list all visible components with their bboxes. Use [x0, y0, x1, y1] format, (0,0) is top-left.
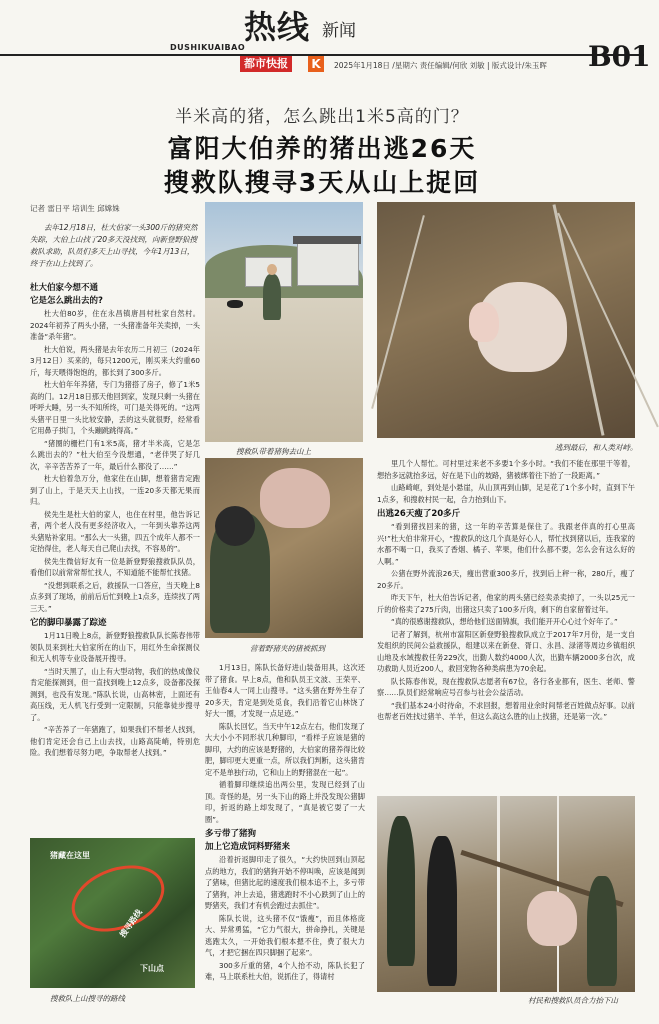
paragraph: 侯先生微信好友有一位是新登野狼搜救队队员，看他们以前常常帮忙找人，不知道能不能帮忙找猪。 — [30, 556, 200, 577]
caption-map: 搜救队上山搜寻的路线 — [50, 994, 125, 1003]
photo-search-team — [205, 202, 363, 442]
paragraph: 杜大伯80岁，住在永昌镇唐昌村杜家自然村。2024年初养了两头小猪，一头猪准备年关卖掉，一头准备“杀年猪”。 — [30, 309, 200, 341]
map-label-route: 搜寻路线 — [118, 907, 144, 940]
map-label-top: 猪藏在这里 — [50, 851, 90, 860]
paragraph: 杜大伯说，两头猪是去年农历二月初三（2024年3月12日）买来的，每只1200元，刚买来大约重60斤，每天喂得饱饱的，都长到了300多斤。 — [30, 344, 200, 377]
column-1 — [30, 282, 200, 760]
page-meta: 2025年1月18日 /星期六 责任编辑/何欣 刘敏 | 版式设计/朱玉晖 — [334, 61, 547, 70]
section1-heading-a: 杜大伯家今想不通 — [30, 283, 99, 293]
paragraph: 循着脚印继续追出两公里，发现已经到了山顶。奇怪的是，另一头下山的路上并没发现公猪脚印，折返的路上却发现了，“真是被它耍了一大圈”。 — [205, 780, 365, 824]
paragraph: 1月11日晚上8点，新登野狼搜救队队长陈春伟带领队员来到杜大伯家所在的山下，用红外生命探测仪和无人机等专业设备展开搜寻。 — [30, 631, 200, 663]
map-label-bottom: 下山点 — [140, 964, 164, 973]
headline-main: 富阳大伯养的猪出逃26天 — [167, 134, 477, 163]
section2-heading: 它的脚印暴露了踪迹 — [30, 618, 107, 628]
caption-photo1: 搜救队带着猪狗去山上 — [236, 447, 311, 456]
paragraph: “辛苦养了一年猪跑了，如果我们不帮老人找到，他们肯定还会自己上山去找，山路高陡峭，特别危险。我们想着尽努力吧，争取帮老人找到。” — [30, 725, 200, 757]
kicker: 半米高的猪，怎么跳出1米5高的门？ — [175, 107, 469, 127]
paragraph: “当时天黑了，山上有大型动物，我们的热成像仪肯定能探测到，但一直找到晚上12点多，设备都没探测到，也没有发现。”陈队长说，山高林密，上面还有高压线，无人机飞行受到一定限制，只能靠徒步搜寻了。 — [30, 666, 200, 722]
caption-photo5: 村民和搜救队员合力抬下山 — [528, 996, 618, 1005]
section1-heading-b: 它是怎么跳出去的? — [30, 296, 103, 306]
headline-secondary: 搜救队搜寻3天从山上捉回 — [163, 168, 481, 197]
paragraph: 沿着折返脚印走了很久，“大约快回到山顶起点的地方，我们的猪狗开始不停叫唤，应该是闻到了猪味，但猪比起的速度我们根本追不上，多亏带了猪狗，冲上去追，猪逃跑时不小心跌到了山上的野猪夹，我们才有机会跑过去抓住”。 — [205, 855, 365, 910]
paragraph: 记者了解到，杭州市富阳区新登野狼搜救队成立于2017年7月份，是一支自发组织的民间公益救援队，组建以来在新登、胥口、永昌、渌渚等周边乡镇组织山地及水域搜救任务229次，出勤人数约4000人次，出勤车辆2000多台次，成功救助人员近200人，救回宠物各种类病患为70余起。 — [377, 629, 635, 673]
photo-pig-trapped — [205, 458, 363, 638]
section-title: 热线 — [244, 8, 311, 46]
section4-heading: 出逃26天瘦了20多斤 — [377, 509, 461, 519]
paragraph: 杜大伯年年养猪，专门为猪搭了房子，修了1米5高的门。12月18日那天他回到家，发现只剩一头猪在呼呼大睡，另一头不知所终，可门是关得死的。“这两头猪平日里一头比较安静，丢的这头就很野，经常看它用鼻子拱门，个头蹦跳跳得高。” — [30, 380, 200, 435]
caption-photo3: 营着野猪夹的猪被抓到 — [250, 644, 325, 653]
photo-pig-in-forest — [377, 202, 635, 438]
paragraph: “猪圈的栅栏门有1米5高，猪才半米高，它是怎么跳出去的？”杜大伯至今没想通，“老伴哭了好几次，辛辛苦苦养了一年，最后什么都没了……” — [30, 438, 200, 471]
section3-heading-b: 加上它造成饲料野猪来 — [205, 842, 291, 852]
page-number: B01 — [588, 40, 651, 73]
paragraph: 昨天下午，杜大伯告诉记者，他家的两头猪已经卖杀卖掉了，一头以25元一斤的价格卖了275斤肉，出猪这只卖了100多斤肉，剩下的自家留着过年。 — [377, 593, 635, 614]
paragraph: “我们基本24小时待命，不求回报，想着用业余时间帮老百姓做点好事。以前也帮老百姓找过猪羊、羊羊，但这么高这么胜的山上找猪，还是第一次。” — [377, 700, 635, 721]
brand-latin: DUSHIKUAIBAO — [170, 43, 246, 52]
brand-logo: 都市快报 — [240, 56, 292, 72]
paragraph: 里几个人帮忙。可村里过来老不多要1个多小时。“我们不能在那里干等着，想抬多远就抬多远，好在是下山的坡路，猪被绑着往下抬了一段距离。” — [377, 459, 635, 480]
section-subtitle: 新闻 — [322, 21, 356, 41]
byline: 记者 雷日平 培训生 邱嫦姝 — [30, 204, 120, 213]
brand-k-icon: K — [308, 56, 324, 72]
section3-heading-a: 多亏带了猪狗 — [205, 829, 257, 839]
paragraph: 300多斤重的猪，4个人抬不动，陈队长犯了难，马上联系杜大伯，说抓住了，得请村 — [205, 960, 365, 981]
paragraph: 队长陈春伟说，现在搜救队志愿者有67位，各行各业都有，医生、老师、警察……队员们经常响应号召参与社会公益活动。 — [377, 676, 635, 697]
paragraph: “真的很感谢搜救队，想给他们送面锦旗，我们能开开心心过个好年了。” — [391, 617, 618, 626]
column-3 — [377, 458, 635, 724]
paragraph: 1月13日，陈队长备好进山装备用具，这次还带了猪食。早上8点，他和队员王文波、王荣平、王仙春4人一同上山搜寻。“这头猪在野外生存了20多天，肯定是到处觅食，我们沿着它山林饶了好大一圈，才发现一点足迹。” — [205, 663, 365, 718]
column-2 — [205, 662, 365, 984]
paragraph: 杜大伯着急万分，他家住在山脚，想着猪肯定跑到了山上，于是天天上山找，一连20多天都无果而归。 — [30, 474, 200, 506]
lead-paragraph: 去年12月18日，杜大伯家一头300斤的猪突然失踪，大伯上山找了20多天没找到，向新登野狼搜救队求助，队员们多天上山寻找，今年1月13日，终于在山上找到了。 — [30, 223, 198, 268]
paragraph: 陈队长回忆，当天中午12点左右，他们发现了大大小小不同形状几种脚印，“看样子应该是猪的脚印，大约的应该是野猪的，大伯家的猪养得比较肥，脚印更大更重一点，所以我们判断，这头猪肯定不是单独行动，它和山上的野猪混在一起”。 — [205, 721, 365, 777]
photo-carrying-pig — [377, 796, 635, 992]
paragraph: 陈队长说，这头猪不仅“饿瘦”，而且体格庞大、异常勇猛，“它力气很大，拼命挣扎，关键是逃跑太久，一开始我们根本摁不住，费了很大力气，才把它捆在四只脚捆了起来”。 — [205, 913, 365, 957]
paragraph: 公猪在野外流浪26天，瘦出营重300多斤，找到后上秤一称，280斤，瘦了20多斤。 — [377, 569, 635, 590]
caption-photo2: 逃到最后，和人类对峙。 — [555, 443, 638, 452]
paragraph: “没想到联系之后，救援队一口答应，当天晚上8点多到了现场，前前后后忙到晚上1点多，连续找了两三天。” — [30, 580, 200, 613]
paragraph: 侯先生是杜大伯的家人，也住在村里，他告诉记者，两个老人没有更多经济收入，一年到头靠养这两头猪贴补家用。“那么大一头猪，四五个成年人都不一定抬得住，老人每天自己爬山去找，不容易的”。 — [30, 509, 200, 553]
paragraph: “看到猪找回来的猪，这一年的辛苦算是保住了。我跟老伴真的打心里高兴!”杜大伯非常开心，“搜救队的这几个真是好心人，帮忙找到猪以后，连我家的水都不喝一口，我买了香烟、橘子、苹果，他们什么都不要，怎么会有这么好的人啊。” — [377, 522, 635, 566]
paragraph: 山路崎岖，到处是小悬崖，从山顶再到山脚，足足花了1个多小时，直到下午1点多，和搜救村民一起，合力抬到山下。 — [377, 483, 635, 504]
route-map-photo — [30, 838, 195, 988]
